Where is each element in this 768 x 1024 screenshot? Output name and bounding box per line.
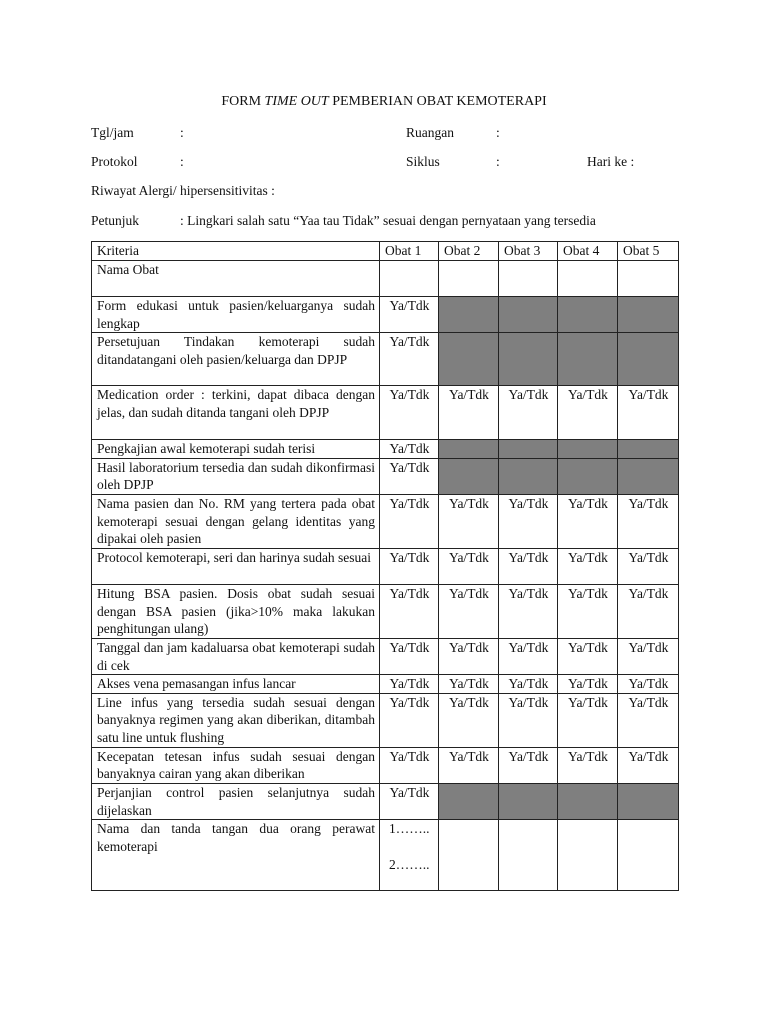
siklus-label: Siklus (406, 154, 440, 169)
cell-obat-1[interactable]: Ya/Tdk (380, 548, 439, 584)
cell-obat-1[interactable]: Ya/Tdk (380, 675, 439, 694)
cell-obat-3[interactable]: Ya/Tdk (499, 548, 558, 584)
cell-obat-1[interactable]: Ya/Tdk (380, 693, 439, 747)
shaded-cell (499, 458, 558, 494)
header-kriteria: Kriteria (92, 242, 380, 261)
shaded-cell (499, 333, 558, 386)
tgl-label: Tgl/jam (91, 125, 134, 140)
shaded-cell (558, 440, 618, 459)
criteria-label: Pengkajian awal kemoterapi sudah terisi (92, 440, 380, 459)
table-row (92, 584, 679, 638)
shaded-cell (439, 440, 499, 459)
petunjuk-label: Petunjuk (91, 213, 140, 228)
criteria-label: Hitung BSA pasien. Dosis obat sudah sesuai dengan BSA pasien (jika>10% maka lakukan penghitungan ulang) (92, 584, 380, 638)
criteria-label: Nama pasien dan No. RM yang tertera pada obat kemoterapi sesuai dengan gelang identitas yang dipakai oleh pasien (92, 494, 380, 548)
alergi-label: Riwayat Alergi/ hipersensitivitas : (91, 183, 275, 198)
empty-cell[interactable] (499, 820, 558, 891)
table-row (92, 494, 679, 548)
cell-obat-4[interactable]: Ya/Tdk (558, 548, 618, 584)
empty-cell[interactable] (558, 820, 618, 891)
empty-cell[interactable] (499, 261, 558, 297)
cell-obat-1[interactable] (380, 820, 439, 891)
shaded-cell (439, 333, 499, 386)
cell-obat-2[interactable]: Ya/Tdk (439, 584, 499, 638)
siklus-colon: : (496, 154, 500, 169)
tgl-colon: : (180, 125, 184, 140)
shaded-cell (558, 458, 618, 494)
empty-cell[interactable] (380, 261, 439, 297)
criteria-label: Perjanjian control pasien selanjutnya sudah dijelaskan (92, 783, 380, 819)
cell-obat-4[interactable]: Ya/Tdk (558, 747, 618, 783)
title-prefix: FORM (221, 94, 265, 109)
shaded-cell (618, 333, 679, 386)
cell-obat-4[interactable]: Ya/Tdk (558, 494, 618, 548)
empty-cell[interactable] (439, 261, 499, 297)
cell-obat-4[interactable]: Ya/Tdk (558, 675, 618, 694)
cell-obat-4[interactable]: Ya/Tdk (558, 693, 618, 747)
cell-obat-5[interactable]: Ya/Tdk (618, 675, 679, 694)
cell-obat-3[interactable]: Ya/Tdk (499, 675, 558, 694)
title-suffix: PEMBERIAN OBAT KEMOTERAPI (328, 94, 547, 109)
shaded-cell (499, 297, 558, 333)
cell-obat-2[interactable]: Ya/Tdk (439, 386, 499, 440)
table-row (92, 440, 679, 459)
form-title (0, 93, 768, 111)
cell-obat-3[interactable]: Ya/Tdk (499, 693, 558, 747)
table-row (92, 386, 679, 440)
cell-obat-2[interactable]: Ya/Tdk (439, 494, 499, 548)
shaded-cell (558, 297, 618, 333)
protokol-label: Protokol (91, 154, 138, 169)
header-obat-3: Obat 3 (499, 242, 558, 261)
criteria-table (91, 241, 679, 891)
table-row (92, 747, 679, 783)
table-row (92, 820, 679, 891)
criteria-label: Akses vena pemasangan infus lancar (92, 675, 380, 694)
cell-obat-3[interactable]: Ya/Tdk (499, 638, 558, 674)
empty-cell[interactable] (558, 261, 618, 297)
cell-obat-1[interactable]: Ya/Tdk (380, 386, 439, 440)
criteria-label: Persetujuan Tindakan kemoterapi sudah ditandatangani oleh pasien/keluarga dan DPJP (92, 333, 380, 386)
table-header-row (92, 242, 679, 261)
ruangan-label: Ruangan (406, 125, 454, 140)
cell-obat-3[interactable]: Ya/Tdk (499, 386, 558, 440)
shaded-cell (618, 458, 679, 494)
empty-cell[interactable] (439, 820, 499, 891)
empty-cell[interactable] (618, 261, 679, 297)
cell-obat-2[interactable]: Ya/Tdk (439, 693, 499, 747)
criteria-label: Nama dan tanda tangan dua orang perawat kemoterapi (92, 820, 380, 891)
table-row (92, 458, 679, 494)
table-row (92, 693, 679, 747)
criteria-label: Kecepatan tetesan infus sudah sesuai dengan banyaknya cairan yang akan diberikan (92, 747, 380, 783)
hari-ke-label: Hari ke : (587, 154, 635, 169)
cell-obat-5[interactable]: Ya/Tdk (618, 494, 679, 548)
shaded-cell (499, 783, 558, 819)
criteria-label: Nama Obat (92, 261, 380, 297)
cell-obat-1[interactable]: Ya/Tdk (380, 584, 439, 638)
cell-obat-1[interactable]: Ya/Tdk (380, 297, 439, 333)
cell-obat-4[interactable]: Ya/Tdk (558, 638, 618, 674)
cell-obat-1[interactable]: Ya/Tdk (380, 638, 439, 674)
table-row (92, 297, 679, 333)
table-row (92, 638, 679, 674)
criteria-label: Medication order : terkini, dapat dibaca dengan jelas, dan sudah ditanda tangani oleh DPJP (92, 386, 380, 440)
cell-obat-5[interactable]: Ya/Tdk (618, 584, 679, 638)
shaded-cell (439, 297, 499, 333)
cell-obat-1[interactable]: Ya/Tdk (380, 747, 439, 783)
header-obat-2: Obat 2 (439, 242, 499, 261)
shaded-cell (618, 297, 679, 333)
table-row (92, 548, 679, 584)
table-row (92, 675, 679, 694)
protokol-colon: : (180, 154, 184, 169)
shaded-cell (618, 783, 679, 819)
criteria-label: Hasil laboratorium tersedia dan sudah dikonfirmasi oleh DPJP (92, 458, 380, 494)
cell-obat-2[interactable]: Ya/Tdk (439, 638, 499, 674)
cell-obat-1[interactable]: Ya/Tdk (380, 494, 439, 548)
cell-obat-5[interactable]: Ya/Tdk (618, 693, 679, 747)
table-row (92, 783, 679, 819)
header-obat-4: Obat 4 (558, 242, 618, 261)
cell-obat-1[interactable]: Ya/Tdk (380, 458, 439, 494)
cell-obat-1[interactable]: Ya/Tdk (380, 440, 439, 459)
cell-obat-5[interactable]: Ya/Tdk (618, 747, 679, 783)
cell-obat-4[interactable]: Ya/Tdk (558, 584, 618, 638)
empty-cell[interactable] (618, 820, 679, 891)
criteria-label: Form edukasi untuk pasien/keluarganya sudah lengkap (92, 297, 380, 333)
cell-obat-2[interactable]: Ya/Tdk (439, 548, 499, 584)
title-italic: TIME OUT (264, 94, 329, 109)
table-row (92, 261, 679, 297)
nurse-line-1[interactable]: 1…….. (389, 821, 430, 837)
shaded-cell (439, 783, 499, 819)
cell-obat-3[interactable]: Ya/Tdk (499, 747, 558, 783)
cell-obat-5[interactable]: Ya/Tdk (618, 386, 679, 440)
cell-obat-3[interactable]: Ya/Tdk (499, 494, 558, 548)
shaded-cell (558, 333, 618, 386)
cell-obat-5[interactable]: Ya/Tdk (618, 638, 679, 674)
criteria-label: Line infus yang tersedia sudah sesuai dengan banyaknya regimen yang akan diberikan, ditambah satu line untuk flushing (92, 693, 380, 747)
shaded-cell (558, 783, 618, 819)
shaded-cell (439, 458, 499, 494)
cell-obat-3[interactable]: Ya/Tdk (499, 584, 558, 638)
cell-obat-4[interactable]: Ya/Tdk (558, 386, 618, 440)
criteria-label: Protocol kemoterapi, seri dan harinya sudah sesuai (92, 548, 380, 584)
petunjuk-text: : Lingkari salah satu “Yaa tau Tidak” sesuai dengan pernyataan yang tersedia (180, 213, 596, 228)
nurse-line-2[interactable]: 2…….. (389, 856, 430, 872)
cell-obat-1[interactable]: Ya/Tdk (380, 783, 439, 819)
cell-obat-2[interactable]: Ya/Tdk (439, 747, 499, 783)
header-obat-1: Obat 1 (380, 242, 439, 261)
shaded-cell (499, 440, 558, 459)
table-row (92, 333, 679, 386)
criteria-label: Tanggal dan jam kadaluarsa obat kemoterapi sudah di cek (92, 638, 380, 674)
ruangan-colon: : (496, 125, 500, 140)
header-obat-5: Obat 5 (618, 242, 679, 261)
cell-obat-1[interactable]: Ya/Tdk (380, 333, 439, 386)
cell-obat-5[interactable]: Ya/Tdk (618, 548, 679, 584)
cell-obat-2[interactable]: Ya/Tdk (439, 675, 499, 694)
shaded-cell (618, 440, 679, 459)
